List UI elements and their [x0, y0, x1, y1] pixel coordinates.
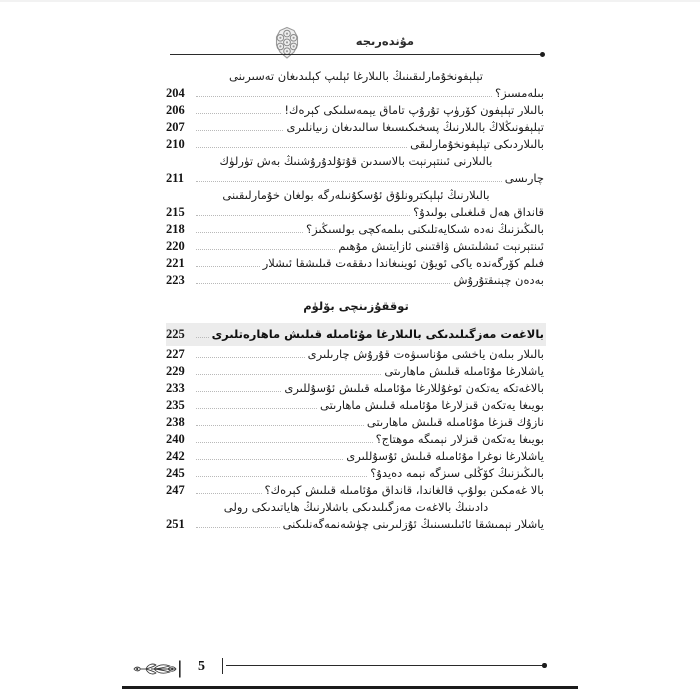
toc-entry-title-line-2: بىلەمسىز؟: [495, 86, 544, 100]
section-spacer-bottom: [166, 315, 546, 323]
toc-dot-leader: [196, 104, 281, 114]
toc-page-number: 204: [166, 86, 185, 100]
toc-entry-row: [166, 102, 546, 119]
toc-page-number: 207: [166, 120, 185, 134]
toc-entry-title: بالىڭىزنىڭ نەدە شىكايەتلىكنى بىلمەكچى بولسىڭىز؟: [306, 222, 544, 236]
toc-entry-title-line-2: قانداق ھەل قىلغىلى بولىدۇ؟: [413, 205, 544, 219]
toc-page-number: 220: [166, 239, 185, 253]
toc-entry-title: ئىنتېرنېت ئىشلىتىش ۋاقتىنى ئازايتىش مۇھىم: [338, 239, 544, 253]
toc-dot-leader: [196, 348, 305, 358]
toc-entry[interactable]: [166, 323, 546, 346]
toc-dot-leader: [196, 365, 381, 375]
toc-entry-title-line-1: تېلېفونخۇمارلىقىنىڭ بالىلارغا ئېلىپ كېلىدىغان تەسىرىنى: [229, 69, 483, 83]
toc-entry-row: [166, 448, 546, 465]
toc-page-number: 210: [166, 137, 185, 151]
toc-dot-leader: [196, 121, 283, 131]
toc-dot-leader: [196, 274, 450, 284]
toc-entry-title: نازۇك قىزغا مۇئامىلە قىلىش ماھارىتى: [366, 415, 544, 429]
toc-page-number: 229: [166, 364, 185, 378]
page-bottom-rule: [122, 686, 578, 689]
footer-page-number: 5: [198, 659, 205, 674]
toc-dot-leader: [196, 518, 280, 528]
toc-entry[interactable]: [166, 482, 546, 499]
toc-entry[interactable]: [166, 221, 546, 238]
arrow-flourish-ornament-icon: [130, 658, 186, 680]
toc-entry[interactable]: [166, 153, 546, 187]
toc-page-number: 211: [166, 171, 185, 185]
toc-entry[interactable]: [166, 119, 546, 136]
toc-dot-leader: [196, 450, 343, 460]
toc-page-number: 227: [166, 347, 185, 361]
toc-entry-row: [166, 431, 546, 448]
toc-page-number: 221: [166, 256, 185, 270]
toc-dot-leader: [196, 399, 317, 409]
toc-entry[interactable]: [166, 136, 546, 153]
toc-entry-row: [166, 85, 546, 102]
toc-entry[interactable]: [166, 465, 546, 482]
toc-dot-leader: [196, 87, 492, 97]
toc-entry[interactable]: [166, 397, 546, 414]
toc-dot-leader: [196, 416, 364, 426]
toc-dot-leader: [196, 433, 373, 443]
toc-entry-title-line-2: ياشلار نېمىشقا ئائىلىسىنىڭ ئۇزلىرىنى چۈشەنمەگەنلىكنى: [282, 517, 544, 531]
toc-entry[interactable]: [166, 346, 546, 363]
toc-entry-row: [166, 465, 546, 482]
toc-entry-title: فىلم كۆرگەندە ياكى ئويۇن ئوينىغاندا دىققەت قىلىشقا ئىشلار: [262, 256, 544, 270]
toc-entry-row: [166, 397, 546, 414]
toc-entry-title: بالاغەت مەزگىلىدىكى بالىلارغا مۇئامىلە قىلىش ماھارەتلىرى: [211, 327, 544, 341]
toc-list-upper: [166, 68, 546, 289]
toc-dot-leader: [196, 240, 335, 250]
toc-entry[interactable]: [166, 380, 546, 397]
toc-entry[interactable]: [166, 431, 546, 448]
toc-entry-row: [166, 516, 546, 533]
toc-entry-title: بالىلار بىلەن ياخشى مۇناسىۋەت قۇرۇش چارىلىرى: [307, 347, 544, 361]
toc-dot-leader: [196, 328, 209, 338]
toc-entry-row: [166, 272, 546, 289]
toc-entry-title: بەدەن چېنىقتۇرۇش: [453, 273, 544, 287]
toc-dot-leader: [196, 467, 367, 477]
header-divider-dot: [540, 52, 545, 57]
toc-entry-row: [166, 136, 546, 153]
toc-entry[interactable]: [166, 448, 546, 465]
toc-entry[interactable]: [166, 272, 546, 289]
toc-entry-title: ياشلارغا نوغرا مۇئامىلە قىلىش ئۇسۇللىرى: [346, 449, 544, 463]
toc-dot-leader: [196, 206, 410, 216]
toc-dot-leader: [196, 172, 502, 182]
toc-page-number: 218: [166, 222, 185, 236]
toc-page-number: 247: [166, 483, 185, 497]
section-heading: توققۇزىنچى بۆلۈم: [303, 299, 409, 313]
toc-dot-leader: [196, 257, 260, 267]
toc-entry-row: [166, 363, 546, 380]
toc-entry-title: بالىلاردىكى تېلېفونخۇمارلىقى: [410, 137, 544, 151]
toc-entry-row: [166, 380, 546, 397]
toc-page-number: 225: [166, 327, 185, 341]
toc-page-number: 240: [166, 432, 185, 446]
toc-entry[interactable]: [166, 363, 546, 380]
toc-page-number: 206: [166, 103, 185, 117]
toc-entry-row: [166, 482, 546, 499]
toc-entry-row: [166, 346, 546, 363]
toc-page-number: 235: [166, 398, 185, 412]
toc-entry[interactable]: [166, 187, 546, 221]
toc-list-lower: [166, 323, 546, 533]
footer-divider: [226, 665, 544, 666]
toc-entry-row: [166, 326, 546, 343]
toc-entry-title-line-1: بالىلارنىڭ ئېلېكترونلۇق ئۇسكۇنىلەرگە بولغان خۇمارلىقىنى: [222, 188, 490, 202]
toc-entry[interactable]: [166, 414, 546, 431]
toc-dot-leader: [196, 382, 281, 392]
toc-entry-title: بالا غەمكىن بولۇپ قالغاندا، قانداق مۇئامىلە قىلىش كېرەك؟: [264, 483, 544, 497]
toc-entry-title: بالاغەتكە يەتكەن ئوغۇللارغا مۇئامىلە قىلىش ئۇسۇللىرى: [284, 381, 544, 395]
toc-entry[interactable]: [166, 102, 546, 119]
page-title: مۇندەرىجە: [355, 34, 414, 48]
toc-entry-title: بويىغا يەتكەن قىزلارغا مۇئامىلە قىلىش ماھارىتى: [320, 398, 544, 412]
footer-divider-dot: [542, 663, 547, 668]
toc-page-number: 215: [166, 205, 185, 219]
toc-entry[interactable]: [166, 68, 546, 102]
toc-page-number: 223: [166, 273, 185, 287]
toc-entry-row: [166, 170, 546, 187]
toc-entry[interactable]: [166, 499, 546, 533]
page-header: [148, 26, 552, 62]
toc-entry-row: [166, 204, 546, 221]
page-footer: [130, 655, 570, 685]
toc-entry-title: ياشلارغا مۇئامىلە قىلىش ماھارىتى: [384, 364, 544, 378]
toc-entry-title-line-1: دادىنىڭ بالاغەت مەزگىلىدىكى باشلارنىڭ ھاياتىدىكى رولى: [223, 500, 489, 514]
toc-entry[interactable]: [166, 238, 546, 255]
table-of-contents: [166, 68, 546, 533]
toc-entry-row: [166, 414, 546, 431]
toc-page-number: 242: [166, 449, 185, 463]
footer-rule-cap: [222, 658, 223, 674]
toc-dot-leader: [196, 484, 262, 494]
toc-entry-title-line-2: چارىسى: [504, 171, 544, 185]
toc-entry-row: [166, 238, 546, 255]
toc-entry-row: [166, 221, 546, 238]
toc-entry-row: [166, 255, 546, 272]
toc-entry-title: بالىلار تېلېفون كۆرۈپ تۇرۇپ تاماق يېمەسلىكى كېرەك!: [284, 103, 544, 117]
header-divider: [170, 54, 544, 55]
toc-entry-title: بويىغا يەتكەن قىزلار نېمىگە موھتاج؟: [375, 432, 544, 446]
toc-entry-row: [166, 119, 546, 136]
toc-entry-title: تېلېفونىڭلاڭ بالىلارنىڭ پسخىكىسىغا سالىدىغان زىيانلىرى: [286, 120, 544, 134]
toc-page-number: 238: [166, 415, 185, 429]
toc-page-number: 233: [166, 381, 185, 395]
toc-entry-title: بالىڭىزنىڭ كۆڭلى سىزگە نېمە دەيدۇ؟: [370, 466, 544, 480]
toc-page-number: 251: [166, 517, 185, 531]
toc-entry[interactable]: [166, 255, 546, 272]
toc-dot-leader: [196, 138, 407, 148]
toc-dot-leader: [196, 223, 303, 233]
section-spacer-top: [166, 289, 546, 297]
toc-entry-title-line-1: بالىلارنى ئىنتېرنېت بالاسىدىن قۇتۇلدۇرۇشنىڭ بەش تۈرلۈك: [219, 154, 493, 168]
toc-page-number: 245: [166, 466, 185, 480]
